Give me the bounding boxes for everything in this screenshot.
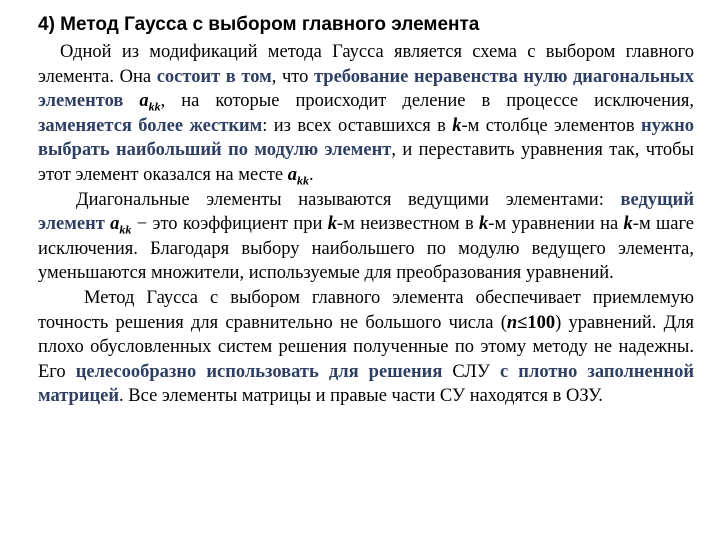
p3-text-2: ) уравнений. Для плохо обусловленных систем решения полученные по этому методу не надежны. Его (38, 312, 695, 382)
p1-highlight-2: требование неравенства нулю диагональных элементов (38, 66, 694, 112)
p1-akk-1-sub: kk (148, 99, 161, 114)
p2-text-1: Диагональные элементы называются ведущими элементами: (76, 189, 621, 210)
p3-highlight-2: с плотно заполненной матрицей (38, 361, 694, 407)
p1-akk-2-base: a (287, 164, 297, 185)
p2-text-6: -м шаге исключения. Благодаря выбору наибольшего по модулю ведущего элемента, уменьшаются множители, используемые для преобразования уравнений. (38, 214, 694, 284)
p2-highlight-1: ведущий элемент (38, 189, 694, 235)
p1-highlight-1: состоит в том (156, 66, 272, 87)
paragraph-1 (38, 40, 694, 188)
p1-akk-1 (139, 91, 161, 114)
p2-akk-1-base: a (110, 214, 120, 235)
p1-text-2: , что (271, 66, 314, 87)
p2-text-5: -м уравнении на (488, 214, 624, 235)
p2-text-4: -м неизвестном в (336, 214, 480, 235)
p2-k-3: k (623, 214, 633, 235)
p2-k-1: k (327, 214, 337, 235)
p3-text-1: Метод Гаусса с выбором главного элемента обеспечивает приемлемую точность решения для сравнительно не большого числа ( (38, 287, 694, 333)
p1-highlight-4: нужно выбрать наибольший по модулю элемент (38, 115, 694, 161)
paragraph-3 (38, 286, 694, 409)
p1-text-7: , и переставить уравнения так, чтобы этот элемент оказался на месте (38, 140, 694, 185)
p2-text-3: − это коэффициент при (131, 214, 328, 235)
p1-akk-2 (287, 164, 309, 188)
p1-akk-1-base: a (139, 91, 149, 112)
p3-n-limit: ≤100 (517, 312, 556, 333)
p3-n: n (506, 312, 518, 333)
p1-highlight-3: заменяется более жестким (38, 115, 263, 136)
p1-text-5: : из всех оставшихся в (262, 115, 453, 136)
p3-highlight-1: целесообразно использовать для решения (75, 361, 443, 382)
slide-title: 4) Метод Гаусса с выбором главного элемента (38, 14, 480, 35)
p1-text-3 (123, 91, 139, 111)
p1-text-6: -м столбце элементов (461, 115, 641, 136)
p2-akk-1-sub: kk (119, 222, 132, 237)
p1-text-4: , на которые происходит деление в процессе исключения, (160, 91, 695, 112)
p1-text-1: Одной из модификаций метода Гаусса является схема с выбором главного элемента. Она (38, 42, 694, 87)
p3-text-4: . Все элементы матрицы и правые части СУ находятся в ОЗУ. (119, 386, 603, 407)
p1-k-1: k (452, 115, 462, 136)
p2-akk-1 (110, 214, 132, 237)
p1-text-8: . (309, 164, 314, 185)
p3-text-3: СЛУ (442, 361, 501, 382)
p1-akk-2-sub: kk (297, 173, 309, 188)
paragraph-2 (38, 188, 694, 286)
p2-k-2: k (479, 214, 489, 235)
